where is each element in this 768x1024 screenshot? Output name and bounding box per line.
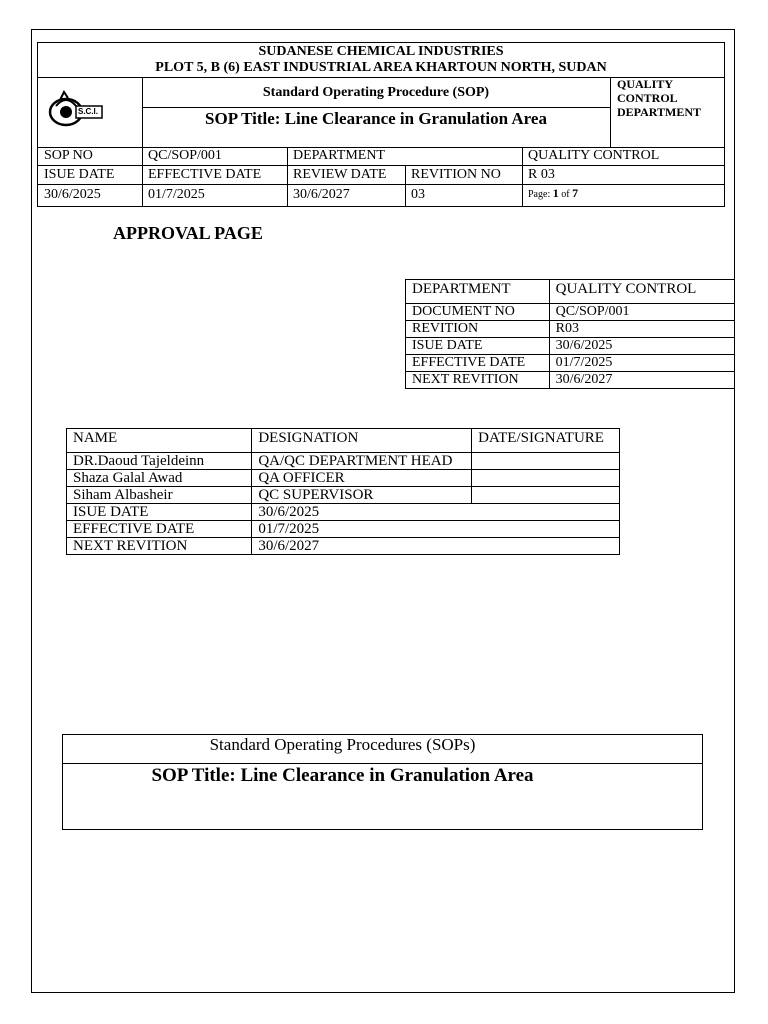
doc-info-row [406, 372, 735, 389]
approver-signature [472, 453, 620, 470]
meta-revision-no-value: 03 [411, 187, 425, 202]
meta-sop-no-value: QC/SOP/001 [148, 148, 222, 163]
date-value: 01/7/2025 [252, 521, 620, 538]
doc-info-row [406, 355, 735, 372]
date-label: NEXT REVITION [67, 538, 252, 555]
document-info-table [405, 279, 735, 389]
approval-header-row [67, 429, 620, 453]
approver-name: Siham Albasheir [67, 487, 252, 504]
date-value: 30/6/2027 [252, 538, 620, 555]
meta-revision-value: R 03 [528, 167, 555, 182]
doc-info-value: QUALITY CONTROL [549, 280, 734, 304]
doc-info-value: 30/6/2027 [549, 372, 734, 389]
doc-info-label: DOCUMENT NO [406, 304, 550, 321]
doc-info-label: ISUE DATE [406, 338, 550, 355]
meta-row-line-2 [37, 184, 725, 185]
sop-label: Standard Operating Procedure (SOP) [262, 85, 490, 100]
approval-row [67, 487, 620, 504]
sop-divider [142, 107, 610, 108]
approval-table [66, 428, 620, 555]
meta-department-label: DEPARTMENT [293, 148, 385, 163]
doc-info-label: REVITION [406, 321, 550, 338]
col-header-designation: DESIGNATION [252, 429, 472, 453]
meta-issue-date-label: ISUE DATE [44, 167, 115, 182]
dept-line-1: QUALITY [617, 77, 674, 91]
doc-info-row [406, 304, 735, 321]
approver-designation: QA OFFICER [252, 470, 472, 487]
approver-designation: QC SUPERVISOR [252, 487, 472, 504]
sop-title: SOP Title: Line Clearance in Granulation Area [205, 109, 547, 128]
meta-row-line-1 [37, 165, 725, 166]
meta-issue-date-value: 30/6/2025 [44, 187, 101, 202]
meta-effective-date-label: EFFECTIVE DATE [148, 167, 262, 182]
meta-col-3 [405, 165, 406, 207]
meta-effective-date-value: 01/7/2025 [148, 187, 205, 202]
page-current: 1 [552, 186, 559, 200]
approval-heading: APPROVAL PAGE [113, 223, 263, 243]
approver-name: Shaza Galal Awad [67, 470, 252, 487]
dept-line-3: DEPARTMENT [617, 105, 702, 119]
meta-review-date-value: 30/6/2027 [293, 187, 350, 202]
doc-info-value: QC/SOP/001 [549, 304, 734, 321]
meta-sop-no-label: SOP NO [44, 148, 93, 163]
doc-info-label: EFFECTIVE DATE [406, 355, 550, 372]
approval-date-row [67, 504, 620, 521]
col-header-date-signature: DATE/SIGNATURE [472, 429, 620, 453]
meta-review-date-label: REVIEW DATE [293, 167, 387, 182]
approver-signature [472, 470, 620, 487]
meta-department-value: QUALITY CONTROL [528, 148, 660, 163]
footer-title: SOP Title: Line Clearance in Granulation Area [151, 765, 534, 786]
approver-name: DR.Daoud Tajeldeinn [67, 453, 252, 470]
doc-info-label: NEXT REVITION [406, 372, 550, 389]
approver-signature [472, 487, 620, 504]
meta-revision-no-label: REVITION NO [411, 167, 501, 182]
footer-divider [62, 763, 703, 764]
footer-label: Standard Operating Procedures (SOPs) [209, 735, 476, 754]
approval-date-row [67, 538, 620, 555]
company-logo [46, 86, 106, 130]
dept-divider [610, 77, 611, 148]
doc-info-label: DEPARTMENT [406, 280, 550, 304]
approval-row [67, 453, 620, 470]
doc-info-value: 30/6/2025 [549, 338, 734, 355]
doc-info-value: R03 [549, 321, 734, 338]
company-address: PLOT 5, B (6) EAST INDUSTRIAL AREA KHARTOUN NORTH, SUDAN [155, 60, 607, 75]
page-indicator [528, 187, 578, 200]
page-prefix: Page: [528, 189, 551, 200]
doc-info-value: 01/7/2025 [549, 355, 734, 372]
date-label: EFFECTIVE DATE [67, 521, 252, 538]
approval-row [67, 470, 620, 487]
page-total: 7 [572, 186, 579, 200]
approver-designation: QA/QC DEPARTMENT HEAD [252, 453, 472, 470]
logo-text: S.C.I. [78, 107, 99, 116]
date-value: 30/6/2025 [252, 504, 620, 521]
dept-line-2: CONTROL [617, 91, 678, 105]
meta-col-1 [142, 147, 143, 207]
doc-info-row [406, 280, 735, 304]
meta-col-4 [522, 147, 523, 207]
company-name: SUDANESE CHEMICAL INDUSTRIES [258, 44, 504, 59]
doc-info-row [406, 338, 735, 355]
page-of: of [561, 189, 570, 200]
approval-date-row [67, 521, 620, 538]
meta-col-2 [287, 147, 288, 207]
col-header-name: NAME [67, 429, 252, 453]
doc-info-row [406, 321, 735, 338]
date-label: ISUE DATE [67, 504, 252, 521]
